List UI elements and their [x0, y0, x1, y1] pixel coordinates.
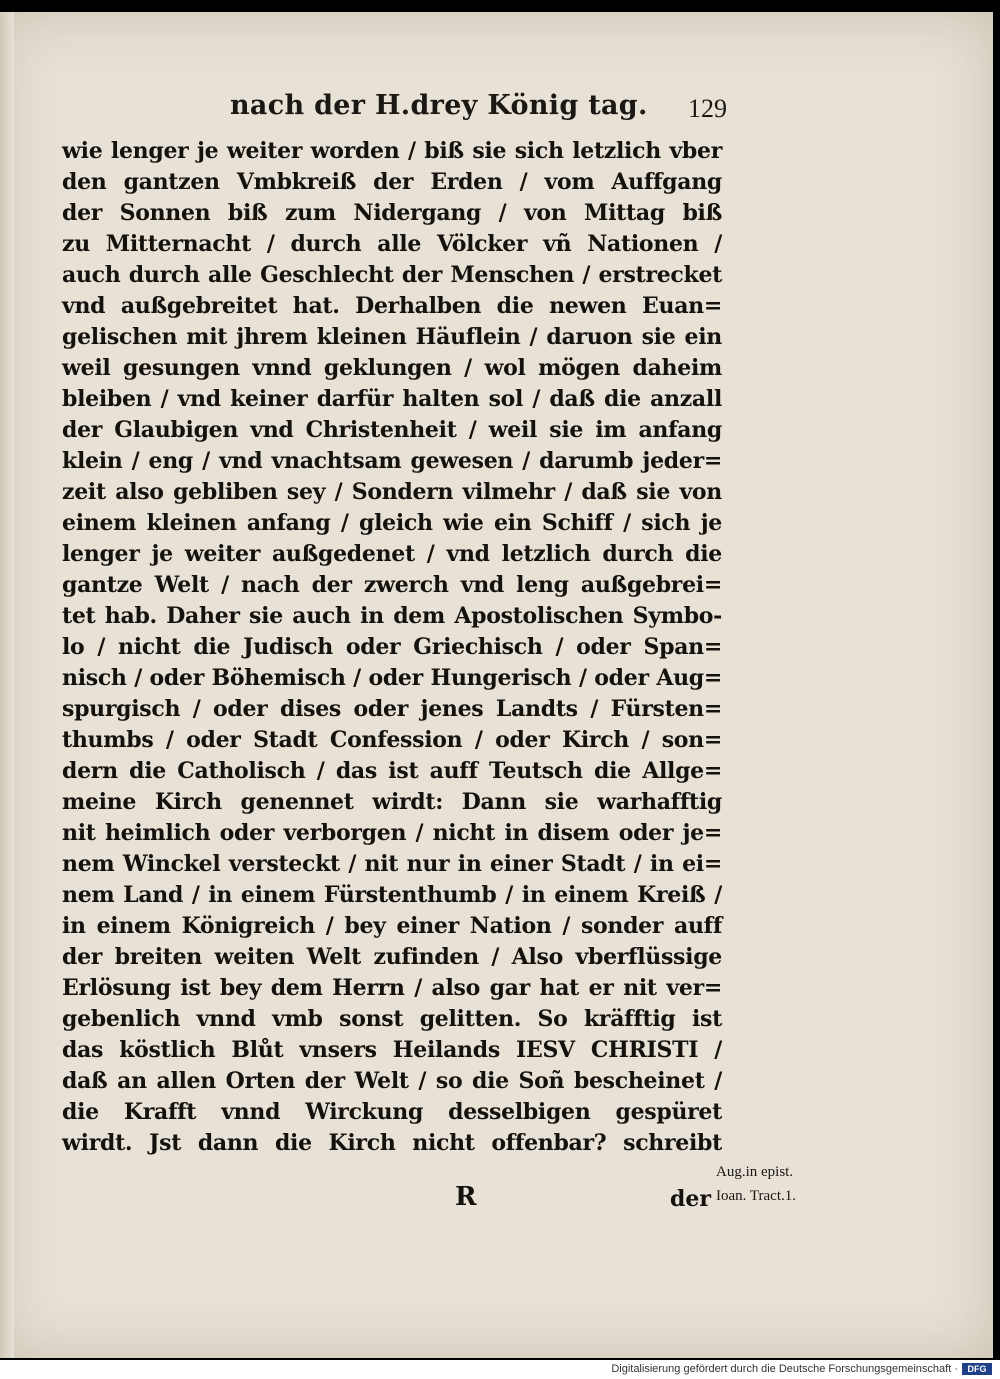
text-line: wirdt. Jst dann die Kirch nicht offenbar? schreibt	[62, 1130, 722, 1156]
text-line: gelischen mit jhrem kleinen Häuflein / daruon sie ein	[62, 324, 722, 350]
page-gutter	[0, 12, 14, 1358]
text-line: spurgisch / oder dises oder jenes Landts / Fürsten=	[62, 696, 722, 722]
text-line: daß an allen Orten der Welt / so die Soñ bescheinet /	[62, 1068, 722, 1094]
text-line: nem Land / in einem Fürstenthumb / in einem Kreiß /	[62, 882, 722, 908]
text-line: thumbs / oder Stadt Confession / oder Kirch / son=	[62, 727, 722, 753]
text-line: der breiten weiten Welt zufinden / Also vberflüssige	[62, 944, 722, 970]
marginal-note-line: Ioan. Tract.1.	[716, 1188, 796, 1204]
catchword: der	[670, 1186, 711, 1212]
text-line: gebenlich vnnd vmb sonst gelitten. So kräfftig ist	[62, 1006, 722, 1032]
text-line: bleiben / vnd keiner darfür halten sol / daß die anzall	[62, 386, 722, 412]
text-line: der Sonnen biß zum Nidergang / von Mittag biß	[62, 200, 722, 226]
text-line: weil gesungen vnnd geklungen / wol mögen daheim	[62, 355, 722, 381]
text-line: vnd außgebreitet hat. Derhalben die newen Euan=	[62, 293, 722, 319]
text-line: nem Winckel versteckt / nit nur in einer Stadt / in ei=	[62, 851, 722, 877]
signature-mark: R	[455, 1182, 477, 1212]
text-line: gantze Welt / nach der zwerch vnd leng außgebrei=	[62, 572, 722, 598]
running-head	[0, 90, 993, 130]
marginal-note	[716, 1160, 846, 1208]
text-line: den gantzen Vmbkreiß der Erden / vom Auffgang	[62, 169, 722, 195]
book-page	[0, 12, 993, 1358]
body-text	[62, 136, 722, 1159]
page-number: 129	[688, 94, 727, 123]
text-line: zeit also gebliben sey / Sondern vilmehr / daß sie von	[62, 479, 722, 505]
text-line: der Glaubigen vnd Christenheit / weil sie im anfang	[62, 417, 722, 443]
text-line: meine Kirch genennet wirdt: Dann sie warhafftig	[62, 789, 722, 815]
text-line: wie lenger je weiter worden / biß sie sich letzlich vber	[62, 138, 722, 164]
footer-credit: Digitalisierung gefördert durch die Deutsche Forschungsgemeinschaft ·	[611, 1363, 958, 1375]
text-line: tet hab. Daher sie auch in dem Apostolischen Symbo-	[62, 603, 722, 629]
text-line: einem kleinen anfang / gleich wie ein Schiff / sich je	[62, 510, 722, 536]
text-line: auch durch alle Geschlecht der Menschen / erstrecket	[62, 262, 722, 288]
text-line: in einem Königreich / bey einer Nation / sonder auff	[62, 913, 722, 939]
text-line: nisch / oder Böhemisch / oder Hungerisch / oder Aug=	[62, 665, 722, 691]
text-line: Erlösung ist bey dem Herrn / also gar hat er nit ver=	[62, 975, 722, 1001]
text-line: lenger je weiter außgedenet / vnd letzlich durch die	[62, 541, 722, 567]
text-line: klein / eng / vnd vnachtsam gewesen / darumb jeder=	[62, 448, 722, 474]
running-head-title: nach der H.drey König tag.	[230, 90, 648, 121]
text-line: die Krafft vnnd Wirckung desselbigen gespüret	[62, 1099, 722, 1125]
text-line: nit heimlich oder verborgen / nicht in disem oder je=	[62, 820, 722, 846]
text-line: das köstlich Blůt vnsers Heilands IESV CHRISTI /	[62, 1037, 722, 1063]
marginal-note-line: Aug.in epist.	[716, 1164, 794, 1180]
footer-bar	[0, 1360, 1000, 1379]
text-line: dern die Catholisch / das ist auff Teutsch die Allge=	[62, 758, 722, 784]
text-line: lo / nicht die Judisch oder Griechisch / oder Span=	[62, 634, 722, 660]
text-line: zu Mitternacht / durch alle Völcker vñ Nationen /	[62, 231, 722, 257]
dfg-logo: DFG	[962, 1363, 992, 1375]
